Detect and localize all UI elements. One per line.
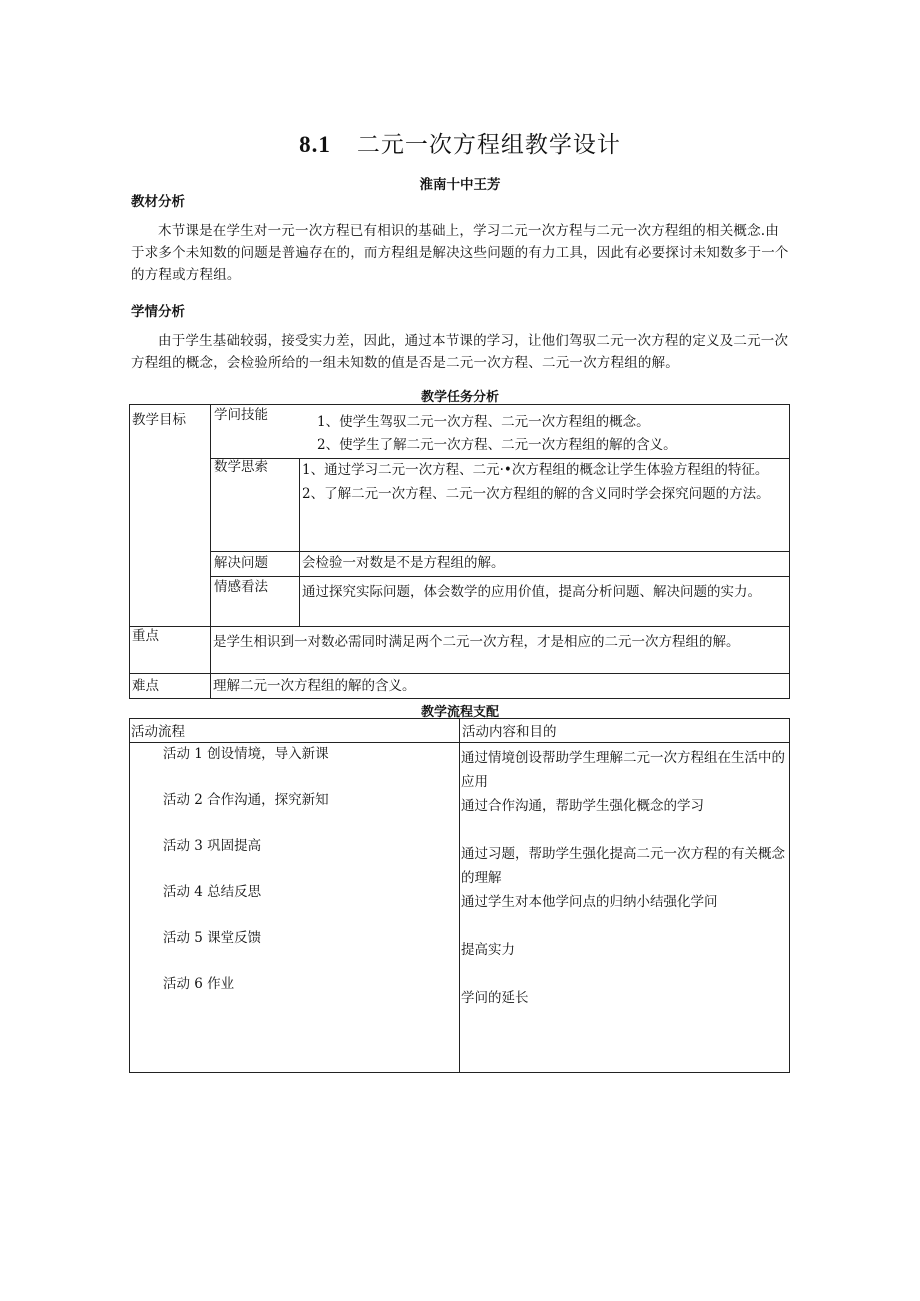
task-table-divider [210,551,790,552]
task-table-caption: 教学任务分析 [420,390,499,405]
document-title [0,126,920,159]
textbook-analysis-paragraph: 木节课是在学生对一元一次方程已有相识的基础上，学习二元一次方程与二元一次方程组的相关概念.由于求多个未知数的问题是普遍存在的，而方程组是解决这些问题的有力工具，因此有必要探讨未知数多于一个的方程或方程组。 [131,223,789,283]
author-line: 淮南十中王芳 [419,177,501,193]
activity-item: 活动 3 巩固提高 [163,838,262,854]
row-knowledge-line-1: 1、使学生驾驭二元一次方程、二元一次方程组的概念。 [317,414,650,430]
title-number: 8.1 [299,132,331,157]
task-table-divider [210,626,211,699]
purpose-item: 提高实力 [461,942,515,958]
teaching-goal-label: 教学目标 [132,412,186,428]
activity-item: 活动 6 作业 [163,976,235,992]
purpose-item: 学问的延长 [461,990,529,1006]
row-thinking-line-1: 1、通过学习二元一次方程、二元·•次方程组的概念让学生体验方程组的特征。 [302,462,769,478]
task-table-divider [299,458,300,626]
row-attitude-line: 通过探究实际问题，体会数学的应用价值，提高分析问题、解决问题的实力。 [302,584,761,600]
flow-col1-header: 活动流程 [131,724,185,740]
row-label-thinking: 数学思索 [214,459,268,475]
title-text: 二元一次方程组教学设计 [356,132,621,158]
activity-item: 活动 2 合作沟通，探究新知 [163,792,329,808]
activity-item: 活动 4 总结反思 [163,884,262,900]
flow-col2-header: 活动内容和目的 [462,724,557,740]
purpose-item: 通过合作沟通，帮助学生强化概念的学习 [461,798,704,814]
difficulty-label: 难点 [132,678,159,694]
purpose-item: 通过学生对本他学问点的归纳小结强化学问 [461,894,718,910]
activity-item: 活动 5 课堂反馈 [163,930,262,946]
key-point-label: 重点 [132,628,159,644]
task-table-divider [129,673,790,674]
section-heading-student-analysis: 学情分析 [131,304,185,320]
task-table-divider [210,404,211,626]
row-problem-solving-line: 会检验一对数是不是方程组的解。 [302,555,505,571]
task-table-divider [210,458,790,459]
flow-table-divider [459,718,460,1073]
row-knowledge-line-2: 2、使学生了解二元一次方程、二元一次方程组的解的含义。 [317,437,677,453]
activity-item: 活动 1 创设情境，导入新课 [163,746,329,762]
purpose-item: 通过情境创设帮助学生理解二元一次方程组在生活中的应用 [461,750,785,790]
purpose-item: 通过习题，帮助学生强化提高二元一次方程的有关概念的理解 [461,846,785,886]
flow-table-caption: 教学流程支配 [420,705,499,720]
section-heading-textbook-analysis: 教材分析 [131,194,185,210]
row-thinking-line-2: 2、了解二元一次方程、二元一次方程组的解的含义同时学会探究问题的方法。 [302,486,770,502]
row-label-knowledge: 学问技能 [214,407,268,423]
difficulty-text: 理解二元一次方程组的解的含义。 [213,678,416,694]
row-label-problem-solving: 解决问题 [214,555,268,571]
student-analysis-paragraph: 由于学生基础较弱，接受实力差，因此，通过本节课的学习，让他们驾驭二元一次方程的定义及二元一次方程组的概念，会检验所给的一组未知数的值是否是二元一次方程、二元一次方程组的解。 [131,333,789,371]
task-table-divider [129,626,790,627]
flow-table-divider [129,742,790,743]
task-table-divider [210,576,790,577]
row-label-attitude: 情感看法 [214,579,268,595]
key-point-text: 是学生相识到一对数必需同时满足两个二元一次方程，才是相应的二元一次方程组的解。 [213,634,740,650]
